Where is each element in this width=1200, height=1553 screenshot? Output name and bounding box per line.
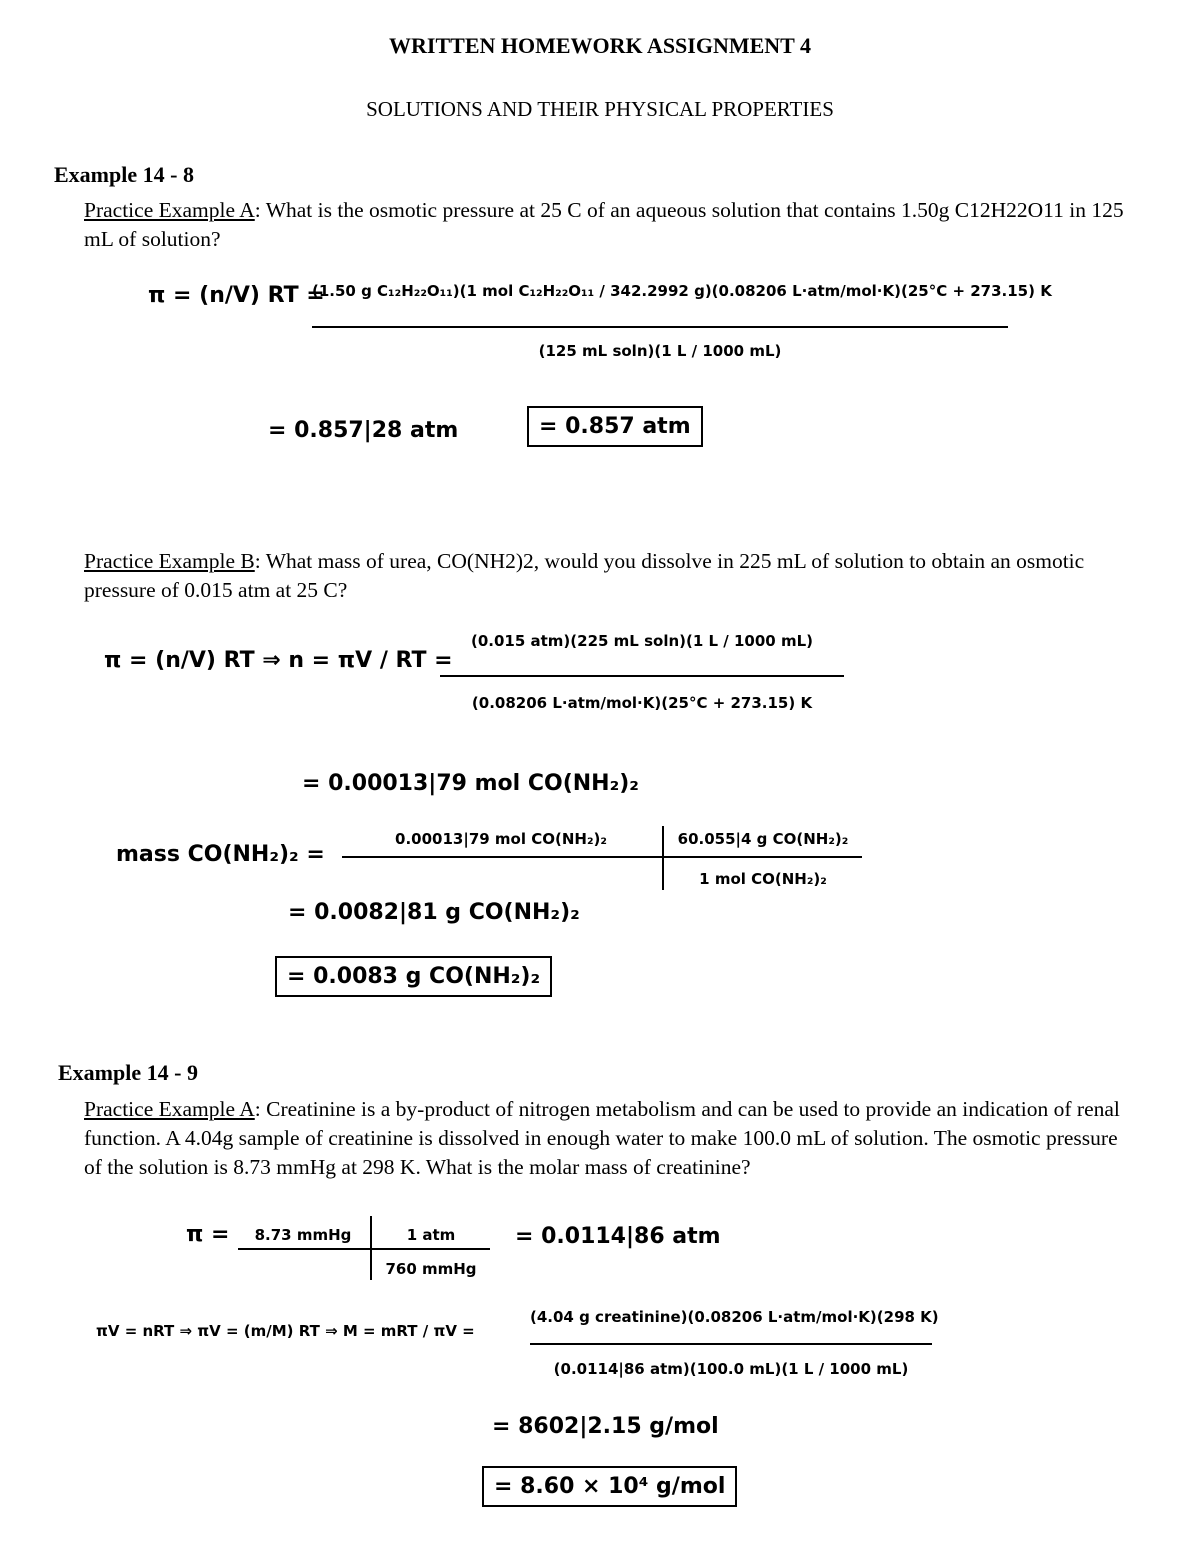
example-14-8-heading: Example 14 - 8 xyxy=(54,162,194,187)
conversion-numerator-left: 0.00013|79 mol CO(NH₂)₂ xyxy=(395,830,607,848)
pi-numerator-left: 8.73 mmHg xyxy=(254,1226,352,1244)
problem-14-8-a xyxy=(84,196,1124,254)
mass-lhs: mass CO(NH₂)₂ = xyxy=(116,842,325,867)
fraction-denominator: (0.08206 L·atm/mol·K)(25°C + 273.15) K xyxy=(471,694,813,712)
pi-numerator-right: 1 atm xyxy=(406,1226,456,1244)
problem-label: Practice Example A xyxy=(84,1097,255,1121)
moles-result: = 0.00013|79 mol CO(NH₂)₂ xyxy=(302,771,639,796)
fraction-numerator: (1.50 g C₁₂H₂₂O₁₁)(1 mol C₁₂H₂₂O₁₁ / 342.2992 g)(0.08206 L·atm/mol·K)(25°C + 273.15) K xyxy=(312,282,1052,300)
fraction-bar xyxy=(530,1343,932,1345)
boxed-answer: = 8.60 × 10⁴ g/mol xyxy=(482,1466,737,1507)
pi-bar xyxy=(238,1248,490,1250)
conversion-denominator-right: 1 mol CO(NH₂)₂ xyxy=(699,870,827,888)
equation-lhs: π = (n/V) RT = xyxy=(148,283,325,308)
page-title: WRITTEN HOMEWORK ASSIGNMENT 4 xyxy=(389,33,811,58)
problem-text: : What is the osmotic pressure at 25 C of an aqueous solution that contains 1.50g C12H22O11 in 125 mL of solution? xyxy=(84,198,1124,251)
example-14-9-heading: Example 14 - 9 xyxy=(58,1060,198,1085)
fraction-numerator: (4.04 g creatinine)(0.08206 L·atm/mol·K)(298 K) xyxy=(530,1308,939,1326)
pi-denominator-right: 760 mmHg xyxy=(385,1260,477,1278)
problem-14-8-b xyxy=(84,547,1124,605)
problem-14-9-a xyxy=(84,1095,1124,1182)
fraction-bar xyxy=(312,326,1008,328)
intermediate-result: = 0.857|28 atm xyxy=(268,418,459,443)
problem-text: : Creatinine is a by-product of nitrogen metabolism and can be used to provide an indication of renal function. A 4.04g sample of creatinine is dissolved in enough water to make 100.0 mL of solution. The osmotic pressure of the solution is 8.73 mmHg at 298 K. What is the molar mass of creatinine? xyxy=(84,1097,1120,1179)
fraction-denominator: (0.0114|86 atm)(100.0 mL)(1 L / 1000 mL) xyxy=(553,1360,909,1378)
equation-lhs: π = (n/V) RT ⇒ n = πV / RT = xyxy=(104,648,453,673)
problem-label: Practice Example B xyxy=(84,549,255,573)
fraction-bar xyxy=(440,675,844,677)
conversion-numerator-right: 60.055|4 g CO(NH₂)₂ xyxy=(677,830,849,848)
problem-label: Practice Example A xyxy=(84,198,255,222)
pi-result: = 0.0114|86 atm xyxy=(515,1224,721,1249)
conversion-bar xyxy=(342,856,862,858)
page-subtitle: SOLUTIONS AND THEIR PHYSICAL PROPERTIES xyxy=(366,97,834,121)
equation-lhs: πV = nRT ⇒ πV = (m/M) RT ⇒ M = mRT / πV = xyxy=(96,1322,475,1340)
problem-text: : What mass of urea, CO(NH2)2, would you dissolve in 225 mL of solution to obtain an osmotic pressure of 0.015 atm at 25 C? xyxy=(84,549,1085,602)
fraction-numerator: (0.015 atm)(225 mL soln)(1 L / 1000 mL) xyxy=(470,632,814,650)
mass-result: = 0.0082|81 g CO(NH₂)₂ xyxy=(288,900,580,925)
pi-lhs: π = xyxy=(186,1222,230,1247)
boxed-answer: = 0.857 atm xyxy=(527,406,703,447)
boxed-answer: = 0.0083 g CO(NH₂)₂ xyxy=(275,956,552,997)
molar-mass-result: = 8602|2.15 g/mol xyxy=(492,1414,719,1439)
fraction-denominator: (125 mL soln)(1 L / 1000 mL) xyxy=(538,342,782,360)
